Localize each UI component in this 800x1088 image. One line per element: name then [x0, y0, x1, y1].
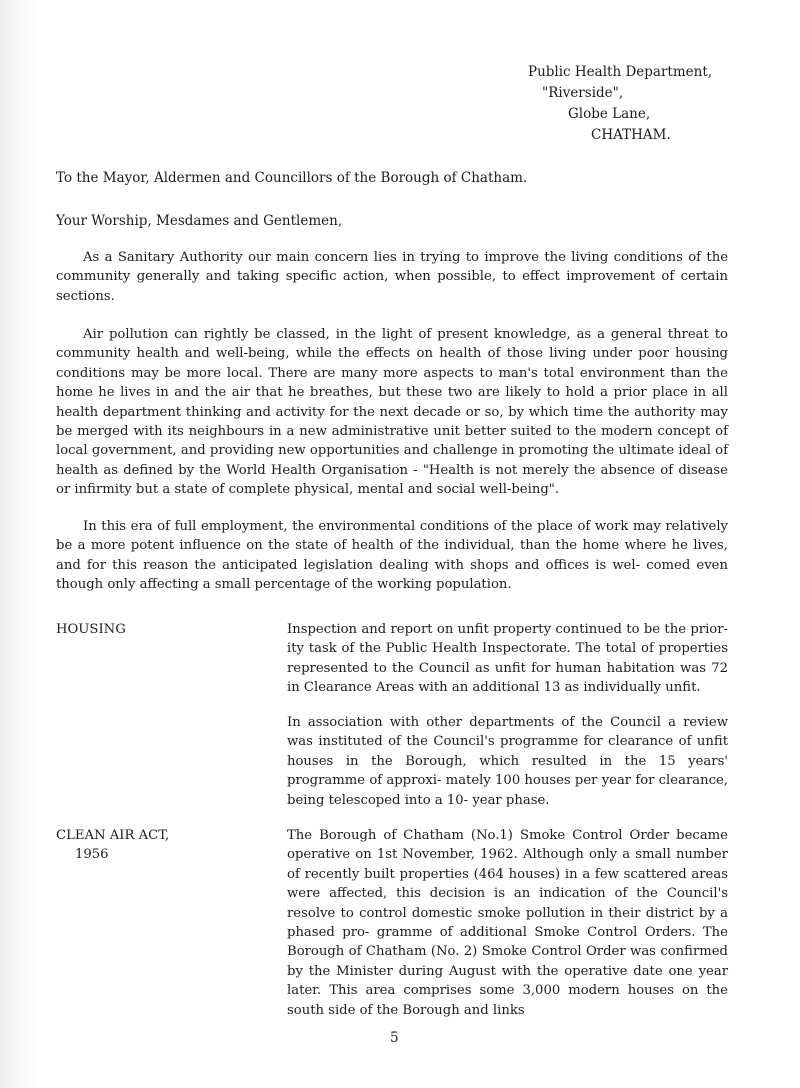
clean-air-paragraph: The Borough of Chatham (No.1) Smoke Control Order became operative on 1st November, 1962. Although only a small number of recently built properties (464 houses) in a few scattered areas were affected, this decision is an indication of the Council's resolve to control domestic smoke pollution in their district by a phased pro- gramme of additional Smoke Control Orders. The Borough of Chatham (No. 2) Smoke Control Order was confirmed by the Minister during August with the operative date one year later. This area comprises some 3,000 modern houses on the south side of the Borough and links — [287, 828, 728, 1018]
housing-paragraph-1: Inspection and report on unfit property continued to be the prior- ity task of the Public Health Inspectorate. The total of properties represented to the Council as unfit for human habitation was 72 in Clearance Areas with an additional 13 as individually unfit. — [287, 622, 728, 696]
sender-address — [528, 62, 712, 146]
page-number: 5 — [390, 1030, 399, 1046]
clean-air-heading-year: 1956 — [75, 847, 109, 863]
clean-air-heading-title: CLEAN AIR ACT, — [56, 828, 170, 843]
greeting-line: Your Worship, Mesdames and Gentlemen, — [56, 213, 343, 229]
air-pollution-paragraph: Air pollution can rightly be classed, in the light of present knowledge, as a general threat to community health and well-being, while the effects on health of those living under poor housing conditions may be more local. There are many more aspects to man's total environment than the home he lives in and the air that he breathes, but these two are likely to hold a prior place in all health department thinking and activity for the next decade or so, by which time the authority may be merged with its neighbours in a new administrative unit better suited to the modern concept of local government, and providing new opportunities and challenge in promoting the ultimate ideal of health as defined by the World Health Organisation - "Health is not merely the absence of disease or infirmity but a state of complete physical, mental and social well-being". — [56, 327, 728, 498]
address-line-street: Globe Lane, — [568, 106, 651, 122]
housing-paragraph-2: In association with other departments of the Council a review was instituted of the Council's programme for clearance of unfit houses in the Borough, which resulted in the 15 years' programme of approxi- mately 100 houses per year for clearance, being telescoped into a 10- year phase. — [287, 715, 728, 808]
clean-air-heading — [56, 826, 169, 865]
address-line-town: CHATHAM. — [591, 127, 671, 143]
addressee-line: To the Mayor, Aldermen and Councillors of the Borough of Chatham. — [56, 170, 528, 186]
housing-heading: HOUSING — [56, 622, 126, 637]
address-line-building: "Riverside", — [542, 85, 624, 101]
address-line-department: Public Health Department, — [528, 64, 713, 80]
employment-paragraph: In this era of full employment, the environmental conditions of the place of work may relatively be a more potent influence on the state of health of the individual, than the home where he lives, and for this reason the anticipated legislation dealing with shops and offices is wel- comed even though only affecting a small percentage of the working population. — [56, 519, 728, 593]
intro-paragraph: As a Sanitary Authority our main concern lies in trying to improve the living conditions of the community generally and taking specific action, when possible, to effect improvement of certain sections. — [56, 250, 728, 304]
